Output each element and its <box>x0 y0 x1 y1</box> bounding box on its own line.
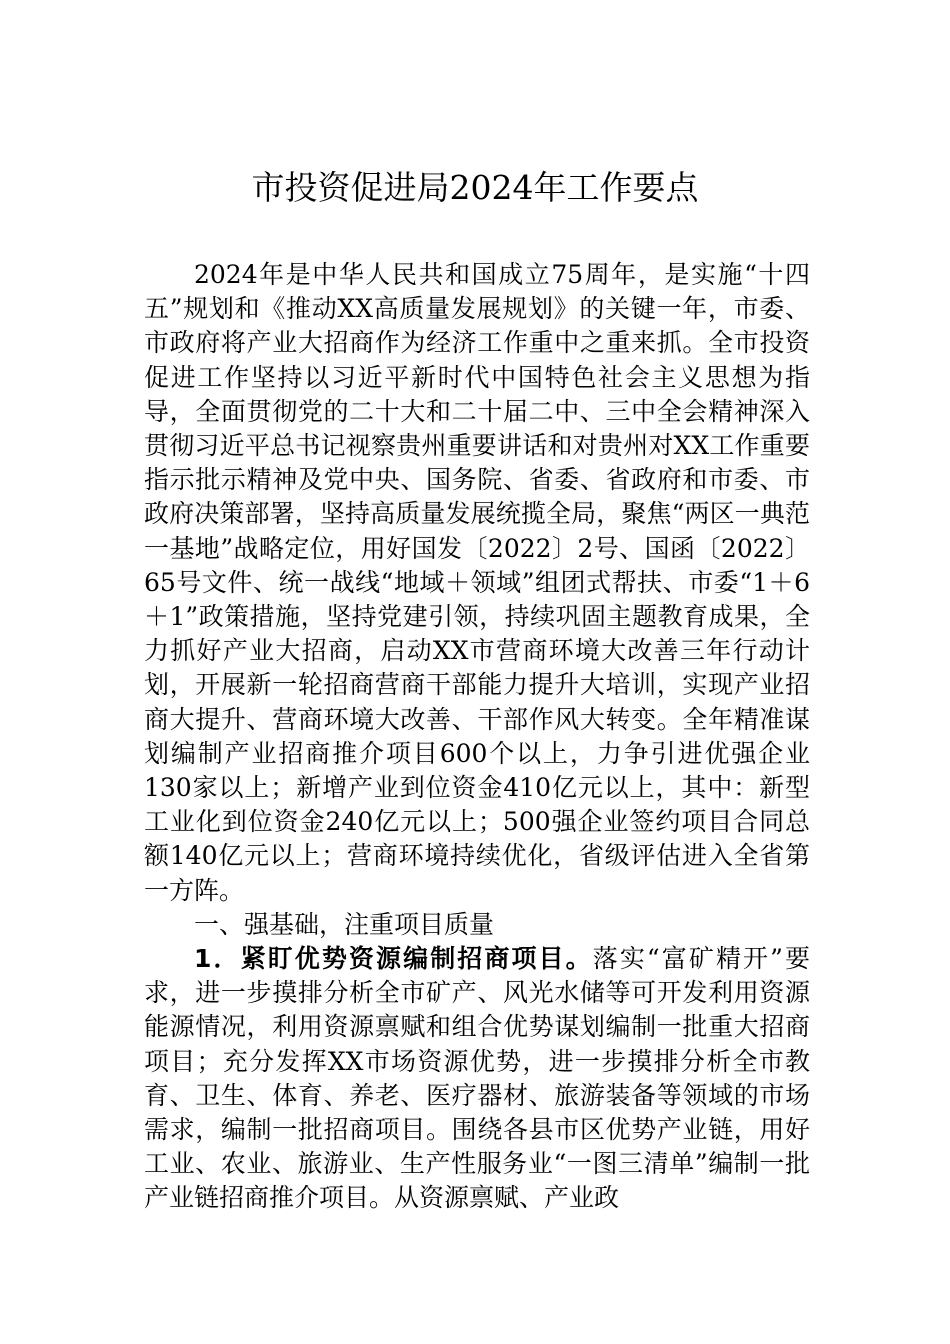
item-paragraph <box>144 942 810 1216</box>
intro-paragraph: 2024年是中华人民共和国成立75周年，是实施“十四五”规划和《推动XX高质量发展规划》的关键一年，市委、市政府将产业大招商作为经济工作重中之重来抓。全市投资促进工作坚持以习近平新时代中国特色社会主义思想为指导，全面贯彻党的二十大和二十届二中、三中全会精神深入贯彻习近平总书记视察贵州重要讲话和对贵州对XX工作重要指示批示精神及党中央、国务院、省委、省政府和市委、市政府决策部署，坚持高质量发展统揽全局，聚焦“两区一典范一基地”战略定位，用好国发〔2022〕2号、国函〔2022〕65号文件、统一战线“地域＋领域”组团式帮扶、市委“1＋6＋1”政策措施，坚持党建引领，持续巩固主题教育成果，全力抓好产业大招商，启动XX市营商环境大改善三年行动计划，开展新一轮招商营商干部能力提升大培训，实现产业招商大提升、营商环境大改善、干部作风大转变。全年精准谋划编制产业招商推介项目600个以上，力争引进优强企业130家以上；新增产业到位资金410亿元以上，其中：新型工业化到位资金240亿元以上；500强企业签约项目合同总额140亿元以上；营商环境持续优化，省级评估进入全省第一方阵。 <box>144 260 810 905</box>
item-lead: 1．紧盯优势资源编制招商项目。 <box>194 944 593 974</box>
section-heading: 一、强基础，注重项目质量 <box>194 909 495 939</box>
document-body <box>144 258 810 1216</box>
item-text: 落实“富矿精开”要求，进一步摸排分析全市矿产、风光水储等可开发利用资源能源情况，利用资源禀赋和组合优势谋划编制一批重大招商项目；充分发挥XX市场资源优势，进一步摸排分析全市教育、卫生、体育、养老、医疗器材、旅游装备等领域的市场需求，编制一批招商项目。围绕各县市区优势产业链，用好工业、农业、旅游业、生产性服务业“一图三清单”编制一批产业链招商推介项目。从资源禀赋、产业政 <box>144 944 811 1213</box>
document-title: 市投资促进局2024年工作要点 <box>251 168 699 207</box>
